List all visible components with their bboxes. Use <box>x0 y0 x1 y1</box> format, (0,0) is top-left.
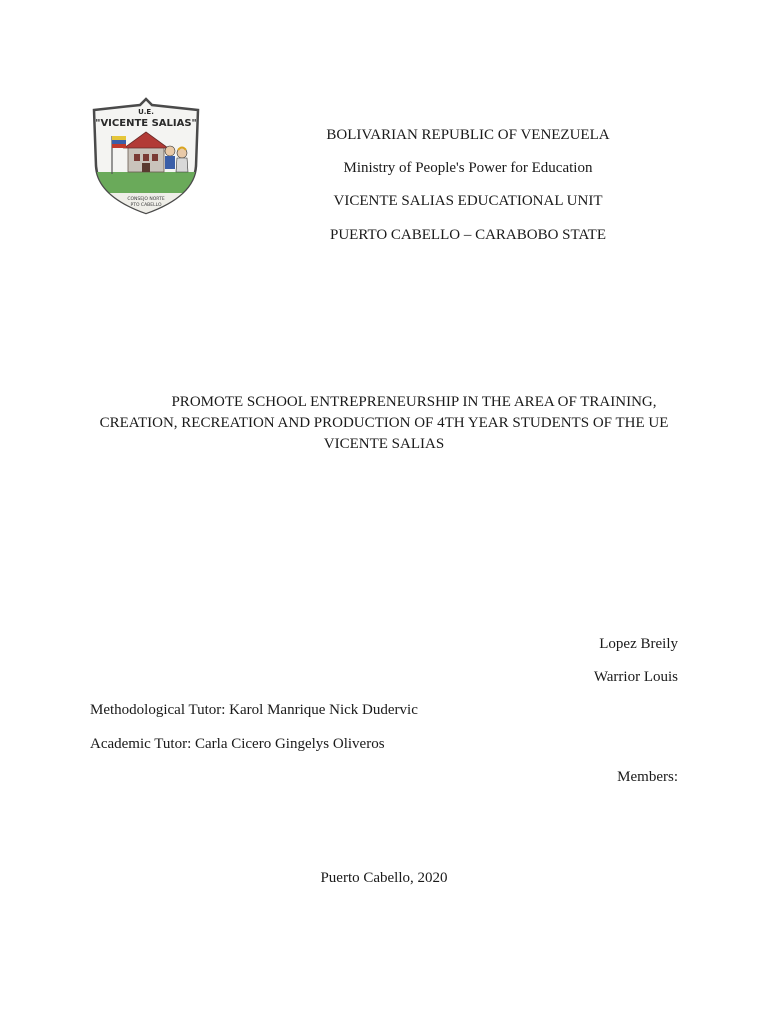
title-line-2: CREATION, RECREATION AND PRODUCTION OF 4TH YEAR STUDENTS OF THE UE <box>99 415 669 431</box>
academic-tutor: Academic Tutor: Carla Cicero Gingelys Oliveros <box>90 736 385 752</box>
header-school: VICENTE SALIAS EDUCATIONAL UNIT <box>333 193 603 209</box>
logo-top-text: U.E. <box>138 108 154 116</box>
logo-school-name: "VICENTE SALIAS" <box>95 118 197 129</box>
members-label: Members: <box>617 769 678 785</box>
document-title <box>90 392 678 455</box>
logo-bottom-line2: PTO CABELLO <box>130 203 162 208</box>
title-line-3: VICENTE SALIAS <box>323 436 445 452</box>
header-country: BOLIVARIAN REPUBLIC OF VENEZUELA <box>326 127 610 143</box>
place-date: Puerto Cabello, 2020 <box>320 870 448 886</box>
methodological-tutor: Methodological Tutor: Karol Manrique Nick Dudervic <box>90 702 418 718</box>
author-1: Lopez Breily <box>599 636 678 652</box>
title-line-1: PROMOTE SCHOOL ENTREPRENEURSHIP IN THE AREA OF TRAINING, <box>171 394 657 410</box>
school-shield-logo <box>90 96 202 216</box>
header-ministry: Ministry of People's Power for Education <box>343 160 593 176</box>
header-location: PUERTO CABELLO – CARABOBO STATE <box>330 227 606 243</box>
author-2: Warrior Louis <box>593 669 678 685</box>
logo-bottom-line1: CONSEJO NORTE <box>127 197 165 202</box>
